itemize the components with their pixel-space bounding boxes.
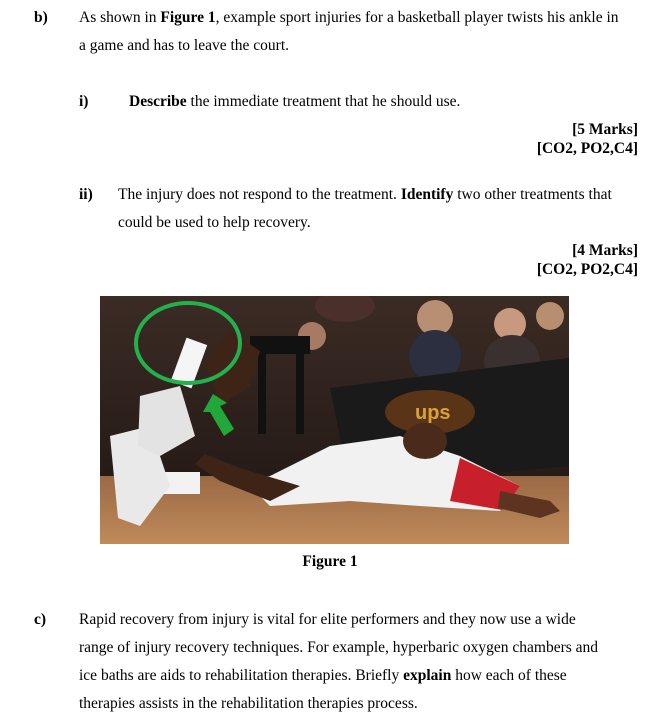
subquestion-i-body: the immediate treatment that he should use. — [186, 93, 461, 110]
subquestion-label-ii: ii) — [79, 186, 93, 203]
question-c-line-1: Rapid recovery from injury is vital for elite performers and they now use a wide — [79, 611, 576, 628]
question-c-text: how each of these — [451, 667, 567, 684]
subquestion-ii-text: two other treatments that — [453, 186, 612, 203]
question-c-line-3 — [79, 667, 567, 685]
command-word: Describe — [129, 93, 187, 110]
figure-1-photo — [100, 296, 569, 544]
subquestion-ii-text: The injury does not respond to the treatment. — [118, 186, 401, 203]
subquestion-i-text — [129, 93, 460, 111]
question-b-text: , example sport injuries for a basketball player twists his ankle in — [215, 9, 619, 26]
marks-label: [4 Marks] — [572, 242, 638, 259]
question-c-text: ice baths are aids to rehabilitation therapies. Briefly — [79, 667, 404, 684]
injured-player-illustration — [100, 296, 569, 544]
outcome-codes: [CO2, PO2,C4] — [536, 261, 638, 278]
marks-label: [5 Marks] — [572, 121, 638, 138]
question-b-line-1 — [79, 9, 619, 27]
spectator — [536, 302, 564, 330]
subquestion-ii-line-2: could be used to help recovery. — [118, 214, 311, 231]
question-c-line-4: therapies assists in the rehabilitation therapies process. — [79, 695, 418, 712]
chair — [296, 354, 304, 434]
question-label-c: c) — [34, 611, 47, 628]
question-b-line-2: a game and has to leave the court. — [79, 37, 290, 54]
question-b-text: As shown in — [79, 9, 161, 26]
outcome-codes: [CO2, PO2,C4] — [536, 140, 638, 157]
subquestion-ii-line-1 — [118, 186, 612, 204]
subquestion-label-i: i) — [79, 93, 89, 110]
figure-caption: Figure 1 — [302, 553, 358, 570]
question-label-b: b) — [34, 9, 48, 26]
command-word: Identify — [400, 186, 454, 203]
figure-reference: Figure 1 — [160, 9, 216, 26]
ups-logo-text: ups — [415, 402, 451, 424]
player-head — [403, 423, 447, 459]
question-c-line-2: range of injury recovery techniques. For example, hyperbaric oxygen chambers and — [79, 639, 599, 656]
chair — [258, 354, 266, 434]
command-word: explain — [403, 667, 452, 684]
